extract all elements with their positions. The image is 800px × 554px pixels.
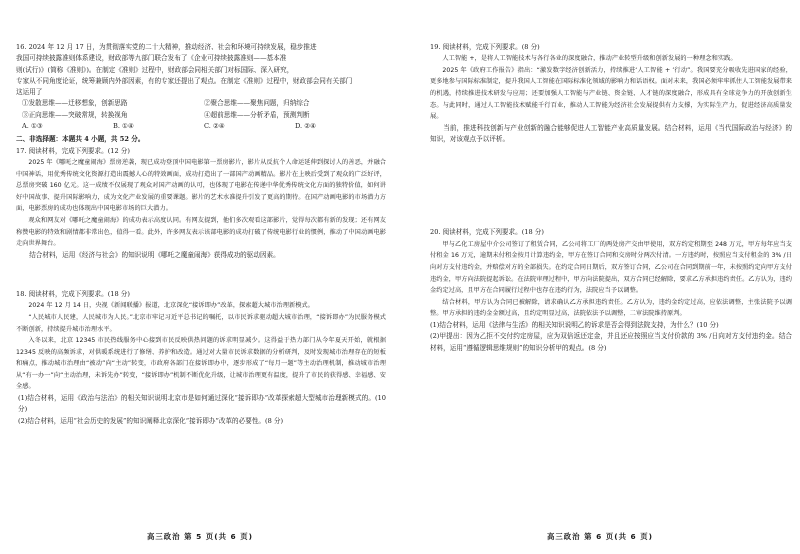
q18-material: “人民城市人民建，人民城市为人民。”北京市牢记习近平总书记的嘱托，以市民诉求驱动超大城市治理，“接诉即办”为民服务模式不断创新，持续提升城市治理水平。 <box>16 313 386 333</box>
page-6-content <box>430 42 792 354</box>
q18-ask-2: (2)结合材料，运用“社会历史的发展”的知识阐释北京深化“接诉即办”改革的必要性。(8 分) <box>18 416 284 425</box>
question-17 <box>16 146 386 261</box>
q16-line: 16. 2024 年 12 月 17 日，为贯彻落实党的二十大精神，推动经济、社会和环境可持续发展，稳步推进 <box>16 43 317 51</box>
q16-choices <box>16 121 386 132</box>
q16-choice-b: B. ①④ <box>113 122 134 131</box>
q16-options <box>16 98 386 121</box>
question-20 <box>430 227 792 353</box>
q19-ask: 当前，推进科技创新与产业创新的融合能够促进人工智能产业高质量发展。结合材料，运用《当代国际政治与经济》的知识，对该观点予以评析。 <box>430 123 792 144</box>
q20-material: 结合材料，甲方认为合同已被解除，请求确认乙方承担违约责任。乙方认为，违约金约定过高，应依法调整，主张法院予以调整。甲方承担的违约金金额过高，且约定明显过高，法院依法予以调整，二审法院维持原判。 <box>430 298 792 318</box>
page-5-footer: 高三政治 第 5 页(共 6 页) <box>146 532 254 541</box>
q20-ask-2: (2)甲提出：因为乙拒不交付约定房屋，应为双倍返还定金，并且还应按照应当支付价款的 3% /日向对方支付违约金。结合材料，运用“遵循逻辑思维规则”的知识分析甲的观点。(8 分) <box>430 332 792 352</box>
q18-material: 2024 年 12 月 14 日，央视《新闻联播》报道，北京深化“接诉即办”改革，探索超大城市治理新模式。 <box>28 302 314 310</box>
q16-choice-c: C. ②④ <box>204 122 225 131</box>
q18-head: 18. 阅读材料，完成下列要求。(18 分) <box>16 290 130 299</box>
q16-option: ②聚合思维——聚焦问题，归纳综合 <box>204 99 310 108</box>
q16-option: ①发散思维——迁移想象，创新思路 <box>22 99 128 108</box>
q16-line: 则(试行)》(简称《准则》)。在制定《准则》过程中，财政部会同相关部门对标国际、深入研究， <box>16 65 294 74</box>
q17-ask: 结合材料，运用《经济与社会》的知识说明《哪吒之魔童闹海》获得成功的驱动因素。 <box>29 250 280 259</box>
q19-material: 2025 年《政府工作报告》指出：“激发数字经济创新活力，持续推进‘人工智能 + ’行动”。我国要充分吸收先进国家的经验，更多地参与国际标准制定，提升我国人工智能在国际标准化领域的影响力和话语权。面对未来，我国必须牢牢抓住人工智能发展带来的机遇，持续推进技术研发与应用；还要加强人工智能与产业链、资金链、人才链的深度融合，形成具有全球竞争力的开放创新生态。与此同时，通过人工智能技术赋能千行百业，推动人工智能为经济社会发展提供有力支撑，为实际生产力，促进经济高质量发展。 <box>430 66 792 121</box>
q19-material: 人工智能 +，是将人工智能技术与各行各业的深度融合，推动产业转型升级和创新发展的一种理念和实践。 <box>442 55 737 63</box>
answer-space <box>16 261 386 289</box>
q16-choice-d: D. ②④ <box>295 122 317 131</box>
answer-space <box>430 145 792 227</box>
q18-ask-1: (1)结合材料，运用《政治与法治》的相关知识说明北京市是如何通过深化“接诉即办”改革探索超大型城市治理新模式的。(10 分) <box>18 394 386 414</box>
q19-head: 19. 阅读材料，完成下列要求。(8 分) <box>430 43 540 51</box>
q16-line: 这运用了 <box>16 88 43 97</box>
section-title-nonchoice: 二、非选择题：本题共 4 小题，共 52 分。 <box>16 135 145 144</box>
question-16 <box>16 42 386 132</box>
q17-material: 观众和网友对《哪吒之魔童闹海》的成功表示高度认同。有网友提到，他们多次观看这部影片，觉得每次都有新的发现；还有网友称赞电影的特效和剧情都非常出色，值得一看。此外，许多网友表示该部电影的成功打破了传统电影行业的惯例，推动了中国动画电影走向世界舞台。 <box>16 216 386 248</box>
page-6 <box>400 0 800 554</box>
q16-line: 专家从不同角度论证，统筹兼顾内外部因素，有的专家还提出了观点。在制定《准则》过程中，财政部会同有关部门 <box>16 76 353 85</box>
q20-ask-1: (1)结合材料，运用《法律与生活》的相关知识说明乙的诉求是否会得到法院支持，为什么？(10 分) <box>430 320 719 329</box>
q18-material: 入冬以来，北京 12345 市民热线服务中心接到市民反映供热问题的诉求明显减少。这得益于热力部门从今年夏天开始，就根据 12345 反映的高频诉求，对供暖系统进行了修缮、养护和改造。通过对大量市民诉求数据的分析研判，及时发现城市治理存在的短板和痛点，推动城市治理由“被动”向“主动”转变，市政府各部门在接诉即办中，逐步形成了“每月一题”等主动治理机制，推动城市治理从“有一办一”向“主动治理，未诉先办”转变，“接诉即办”机制不断优化升级，让城市治理更有温度，提升了市民的获得感、幸福感、安全感。 <box>16 337 386 391</box>
q20-head: 20. 阅读材料，完成下列要求。(18 分) <box>430 228 544 237</box>
page-6-footer: 高三政治 第 6 页(共 6 页) <box>546 532 654 541</box>
q20-material: 甲与乙化工房屋中介公司签订了租赁合同，乙公司将工厂的两处房产交由甲使用，双方约定租期至 248 万元，甲方每年应当支付租金 16 万元，逾期未付租金按月计算违约金，甲方在签订合同和交房时分两次付清。一方违约时，按照应当支付租金的 3% /日向对方支付违约金，并赔偿对方的全部损失。在约定合同日期后，双方签订合同，乙公司在合同到期前一年，未按照约定向甲方支付违约金，甲方向法院提起诉讼。在法院审理过程中，甲方向法院提出，双方合同已经解除，要求乙方承担违约责任。乙方认为，违约金约定过高，且甲方在合同履行过程中也存在违约行为，法院应当予以调整。 <box>430 240 792 295</box>
question-18 <box>16 289 386 427</box>
page-5-content <box>16 42 386 427</box>
q17-head: 17. 阅读材料，完成下列要求。(12 分) <box>16 146 130 155</box>
q16-option: ④超前思维——分析矛盾，预测判断 <box>204 110 310 119</box>
question-19 <box>430 42 792 145</box>
q17-material: 2025 年《哪吒之魔童闹海》票房逆袭，现已成功登顶中国电影第一票房影片，影片从反抗个人命运延伸到探讨人的善恶，并融合中国神话，用优秀传统文化资源打造出震撼人心的特效画面，成功打造出了一部国产动画精品。影片在上映后受到了观众的广泛好评，总票房突破 160 亿元。这一成绩不仅展现了观众对国产动画的认可，也体现了电影在传递中华优秀传统文化方面的独特价值，如何讲好中国故事、提升国际影响力，成为文化产业发展的重要课题。影片的艺术水准提升引发了更高的期待。在国产动画电影的市场潜力方面，电影票房的成功也体现出中国电影市场的巨大潜力。 <box>16 158 386 213</box>
q16-option: ③正向思维——突破常规，转换视角 <box>22 110 128 119</box>
q16-choice-a: A. ①③ <box>22 122 43 131</box>
q16-line: 我国可持续披露准则体系建设，财政部等九部门联合发布了《企业可持续披露准则——基本准 <box>16 54 287 63</box>
